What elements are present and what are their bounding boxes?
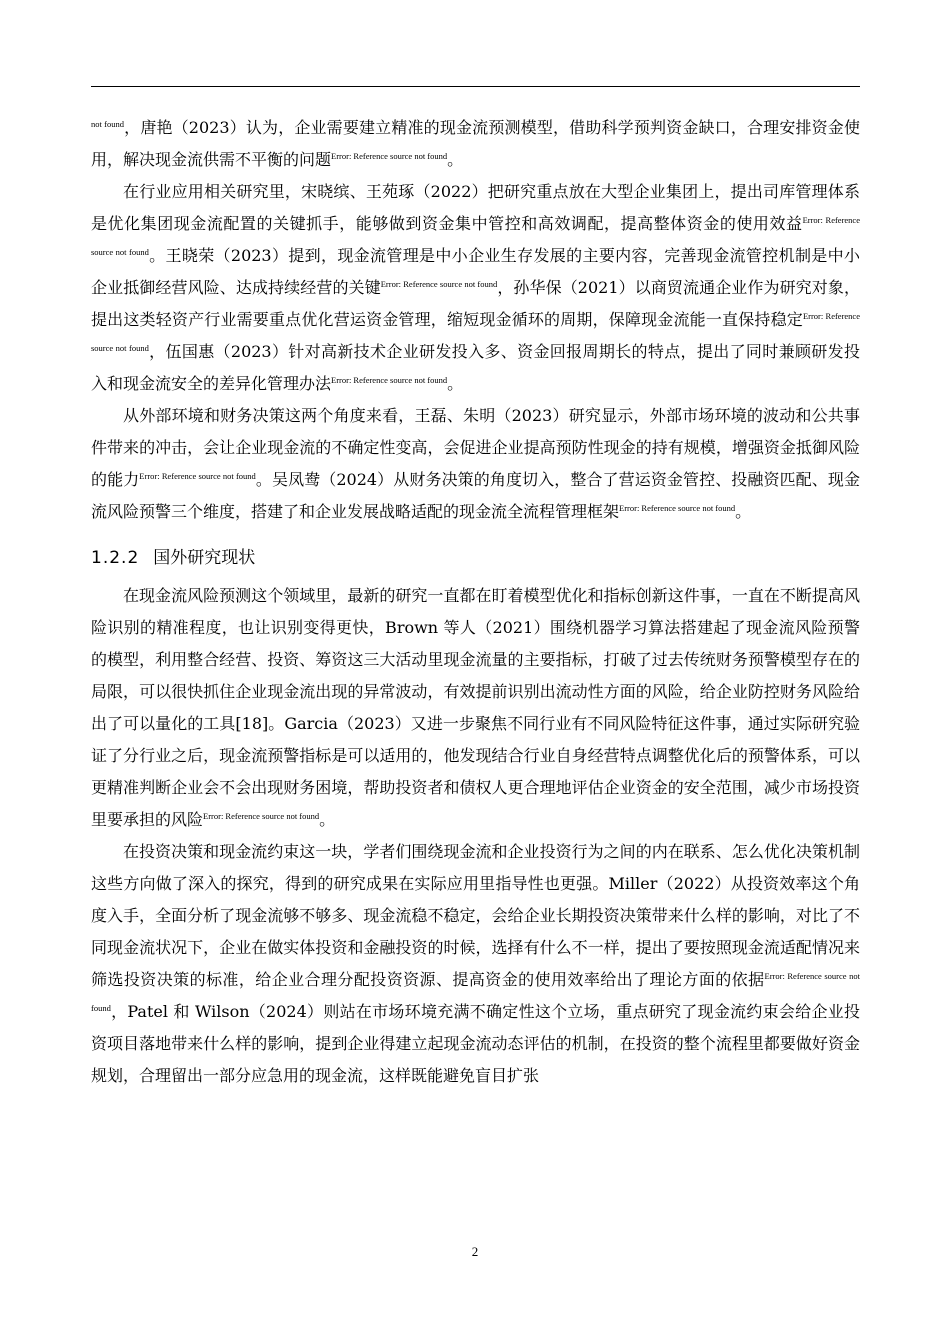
paragraph-text: ，唐艳（2023）认为，企业需要建立精准的现金流预测模型，借助科学预判资金缺口，合理安排资金使用，解决现金流供需不平衡的问题 (91, 118, 860, 169)
citation-error: Error: Reference source not found (619, 503, 736, 513)
paragraph-text: ，孙华保（2021）以商贸流通企业作为研究对象，提出这类轻资产行业需要重点优化营运资金管理，缩短现金循环的周期，保障现金流能一直保持稳定 (91, 278, 860, 329)
citation-error: Error: Reference source not found (331, 375, 448, 385)
paragraph-text: 。 (735, 502, 752, 521)
citation-error: Error: Reference source not found (91, 215, 860, 257)
paragraph-text: 从外部环境和财务决策这两个角度来看，王磊、朱明（2023）研究显示，外部市场环境的波动和公共事件带来的冲击，会让企业现金流的不确定性变高，会促进企业提高预防性现金的持有规模，增强资金抵御风险的能力 (91, 406, 860, 489)
paragraph-2 (91, 176, 860, 400)
citation-error: Error: Reference source not found (139, 471, 256, 481)
paragraph-4 (91, 580, 860, 836)
paragraph-text: 。 (447, 374, 464, 393)
citation-error: Error: Reference source not found (91, 311, 860, 353)
paragraph-3 (91, 400, 860, 528)
paragraph-5 (91, 836, 860, 1092)
paragraph-text: 在投资决策和现金流约束这一块，学者们围绕现金流和企业投资行为之间的内在联系、怎么优化决策机制这些方向做了深入的探究，得到的研究成果在实际应用里指导性也更强。Miller（2022）从投资效率这个角度入手，全面分析了现金流够不够多、现金流稳不稳定，会给企业长期投资决策带来什么样的影响，对比了不同现金流状况下，企业在做实体投资和金融投资的时候，选择有什么不一样，提出了要按照现金流适配情况来筛选投资决策的标准，给企业合理分配投资资源、提高资金的使用效率给出了理论方面的依据 (91, 842, 860, 989)
paragraph-text: 。 (319, 810, 336, 829)
document-body (91, 112, 860, 1092)
page-number: 2 (471, 1244, 479, 1259)
citation-error: not found (91, 119, 124, 129)
paragraph-text: 在现金流风险预测这个领域里，最新的研究一直都在盯着模型优化和指标创新这件事，一直在不断提高风险识别的精准程度，也让识别变得更快，Brown 等人（2021）围绕机器学习算法搭建起了现金流风险预警的模型，利用整合经营、投资、筹资这三大活动里现金流量的主要指标，打破了过去传统财务预警模型存在的局限，可以很快抓住企业现金流出现的异常波动，有效提前识别出流动性方面的风险，给企业防控财务风险给出了可以量化的工具[18]。Garcia（2023）又进一步聚焦不同行业有不同风险特征这件事，通过实际研究验证了分行业之后，现金流预警指标是可以适用的，他发现结合行业自身经营特点调整优化后的预警体系，可以更精准判断企业会不会出现财务困境，帮助投资者和债权人更合理地评估企业资金的安全范围，减少市场投资里要承担的风险 (91, 586, 860, 829)
paragraph-text: 。王晓荣（2023）提到，现金流管理是中小企业生存发展的主要内容，完善现金流管控机制是中小企业抵御经营风险、达成持续经营的关键 (91, 246, 860, 297)
section-heading (91, 542, 860, 574)
header-rule (91, 86, 860, 87)
paragraph-text: 。吴凤鸯（2024）从财务决策的角度切入，整合了营运资金管控、投融资匹配、现金流风险预警三个维度，搭建了和企业发展战略适配的现金流全流程管理框架 (91, 470, 860, 521)
citation-error: Error: Reference source not found (331, 151, 448, 161)
paragraph-text: ，伍国惠（2023）针对高新技术企业研发投入多、资金回报周期长的特点，提出了同时兼顾研发投入和现金流安全的差异化管理办法 (91, 342, 860, 393)
citation-error: Error: Reference source not found (380, 279, 498, 289)
paragraph-1 (91, 112, 860, 176)
section-title: 国外研究现状 (153, 548, 256, 568)
paragraph-text: 在行业应用相关研究里，宋晓缤、王苑琢（2022）把研究重点放在大型企业集团上，提出司库管理体系是优化集团现金流配置的关键抓手，能够做到资金集中管控和高效调配，提高整体资金的使用效益 (91, 182, 860, 233)
paragraph-text: 。 (447, 150, 464, 169)
citation-error: Error: Reference source not found (203, 811, 320, 821)
citation-error: Error: Reference source not found (91, 971, 860, 1013)
paragraph-text: ，Patel 和 Wilson（2024）则站在市场环境充满不确定性这个立场，重点研究了现金流约束会给企业投资项目落地带来什么样的影响，提到企业得建立起现金流动态评估的机制，在投资的整个流程里都要做好资金规划，合理留出一部分应急用的现金流，这样既能避免盲目扩张 (91, 1002, 860, 1085)
section-number: 1.2.2 (91, 548, 140, 568)
